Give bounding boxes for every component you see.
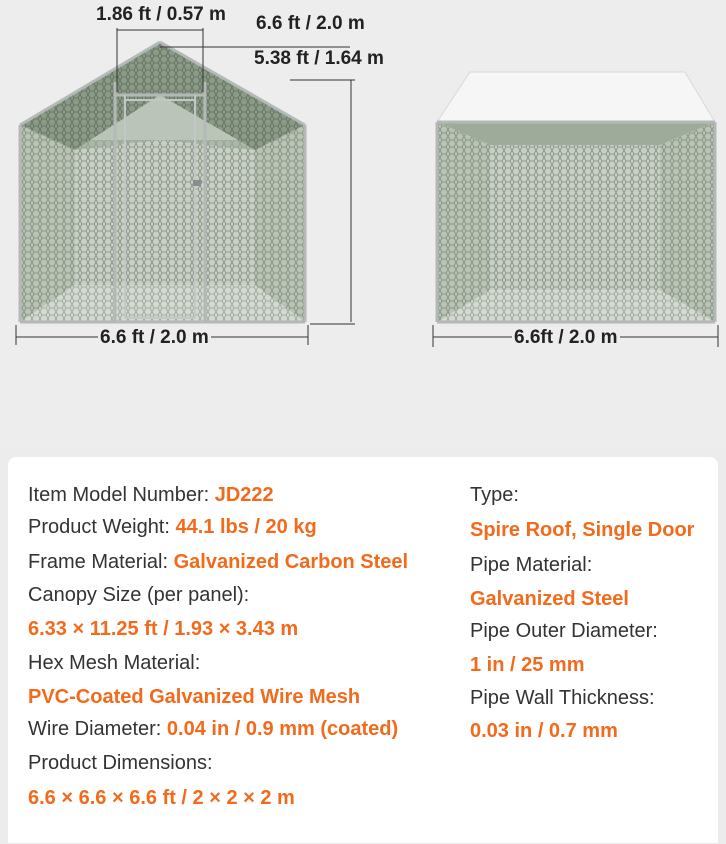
type-value: Spire Roof, Single Door [470, 519, 695, 541]
item-model-value: JD222 [214, 484, 274, 506]
dims-value: 6.6 × 6.6 × 6.6 ft / 2 × 2 × 2 m [28, 787, 295, 809]
pipe-material-value: Galvanized Steel [470, 588, 629, 610]
type-label: Type: [470, 484, 519, 506]
peak-width-label: 1.86 ft / 0.57 m [96, 4, 226, 25]
canopy-label: Canopy Size (per panel): [28, 584, 250, 606]
wire-row [28, 716, 398, 742]
wire-label: Wire Diameter: [28, 718, 167, 740]
weight-label: Product Weight: [28, 516, 176, 538]
pipe-material-label: Pipe Material: [470, 554, 593, 576]
canopy-value: 6.33 × 11.25 ft / 1.93 × 3.43 m [28, 618, 299, 640]
front-width-label: 6.6 ft / 2.0 m [100, 327, 209, 348]
side-width-label: 6.6ft / 2.0 m [514, 327, 618, 348]
dims-label: Product Dimensions: [28, 752, 213, 774]
weight-value: 44.1 lbs / 20 kg [175, 516, 317, 538]
frame-row [28, 549, 408, 575]
frame-value: Galvanized Carbon Steel [173, 551, 409, 573]
wall-height-label: 5.38 ft / 1.64 m [254, 48, 384, 69]
pipe-wall-label: Pipe Wall Thickness: [470, 687, 655, 709]
front-view-cage [20, 42, 305, 322]
depth-label: 6.6 ft / 2.0 m [256, 13, 365, 34]
side-view-cage [437, 72, 715, 322]
mesh-value: PVC-Coated Galvanized Wire Mesh [28, 686, 361, 708]
pipe-od-value: 1 in / 25 mm [470, 654, 585, 676]
pipe-od-label: Pipe Outer Diameter: [470, 620, 658, 642]
specifications-panel [8, 457, 718, 843]
frame-label: Frame Material: [28, 551, 174, 573]
wire-value: 0.04 in / 0.9 mm (coated) [166, 718, 399, 740]
weight-row [28, 514, 317, 540]
item-model-label: Item Model Number: [28, 484, 215, 506]
item-model-row [28, 482, 274, 508]
pipe-wall-value: 0.03 in / 0.7 mm [470, 720, 618, 742]
mesh-label: Hex Mesh Material: [28, 652, 201, 674]
